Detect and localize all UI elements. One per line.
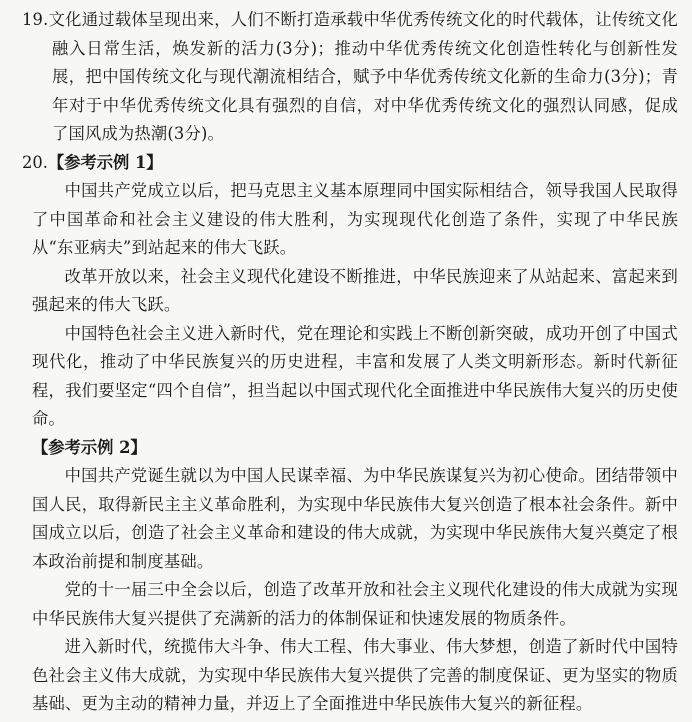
question-19-number: 19. <box>22 10 49 29</box>
question-19-answer <box>22 6 678 149</box>
sample-1-paragraph-3: 中国特色社会主义进入新时代，党在理论和实践上不断创新突破，成功开创了中国式现代化，推动了中华民族复兴的历史进程，丰富和发展了人类文明新形态。新时代新征程，我们要坚定“四个自信”，担当起以中国式现代化全面推进中华民族伟大复兴的历史使命。 <box>32 323 678 428</box>
question-19-text: 文化通过载体呈现出来，人们不断打造承载中华优秀传统文化的时代载体，让传统文化融入日常生活，焕发新的活力(3分)；推动中华优秀传统文化创造性转化与创新性发展，把中国传统文化与现代潮流相结合，赋予中华优秀传统文化新的生命力(3分)；青年对于中华优秀传统文化具有强烈的自信，对中华优秀传统文化的强烈认同感，促成了国风成为热潮(3分)。 <box>48 10 678 143</box>
sample-1-paragraph-1: 中国共产党成立以后，把马克思主义基本原理同中国实际相结合，领导我国人民取得了中国革命和社会主义建设的伟大胜利，为实现现代化创造了条件，实现了中华民族从“东亚病夫”到站起来的伟大飞跃。 <box>32 181 678 257</box>
sample-2-paragraph-1: 中国共产党诞生就以为中国人民谋幸福、为中华民族谋复兴为初心使命。团结带领中国人民，取得新民主主义革命胜利，为实现中华民族伟大复兴创造了根本社会条件。新中国成立以后，创造了社会主义革命和建设的伟大成就，为实现中华民族伟大复兴奠定了根本政治前提和制度基础。 <box>32 466 678 571</box>
sample-2-label: 【参考示例 2】 <box>32 437 147 457</box>
sample-1-label: 【参考示例 1】 <box>47 152 163 172</box>
question-20-header <box>22 149 678 178</box>
sample-2-paragraph-3: 进入新时代，统揽伟大斗争、伟大工程、伟大事业、伟大梦想，创造了新时代中国特色社会主义伟大成就，为实现中华民族伟大复兴提供了完善的制度保证、更为坚实的物质基础、更为主动的精神力量，并迈上了全面推进中华民族伟大复兴的新征程。 <box>32 637 678 713</box>
sample-2-paragraph-2: 党的十一届三中全会以后，创造了改革开放和社会主义现代化建设的伟大成就为实现中华民族伟大复兴提供了充满新的活力的体制保证和快速发展的物质条件。 <box>32 580 678 628</box>
sample-1-paragraph-2: 改革开放以来，社会主义现代化建设不断推进，中华民族迎来了从站起来、富起来到强起来的伟大飞跃。 <box>32 266 678 314</box>
question-20-number: 20. <box>22 152 48 172</box>
